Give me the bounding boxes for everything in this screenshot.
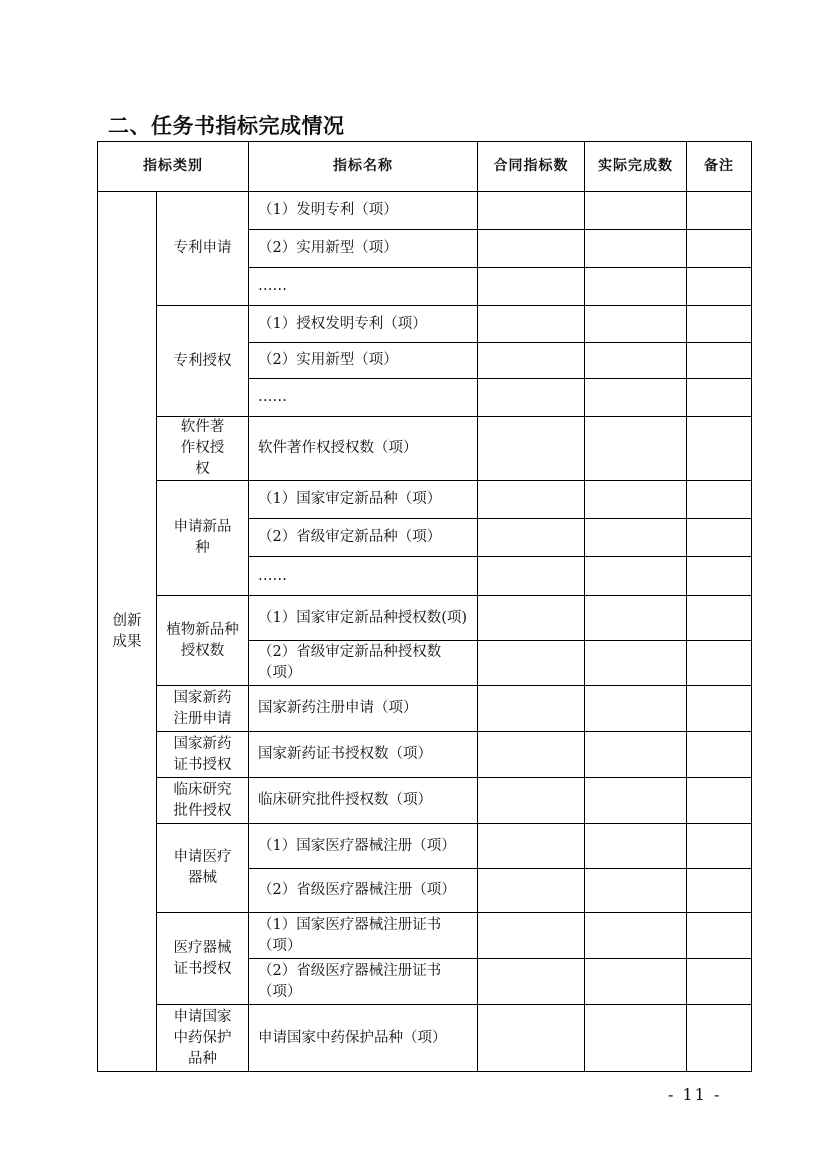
remarks-cell[interactable] bbox=[687, 557, 752, 596]
actual-count-cell[interactable] bbox=[585, 732, 687, 778]
indicator-name-cell: （1）授权发明专利（项） bbox=[249, 306, 478, 343]
subcategory-cell: 国家新药 证书授权 bbox=[157, 732, 249, 778]
contract-count-cell[interactable] bbox=[478, 192, 585, 230]
table-row bbox=[98, 686, 752, 732]
remarks-cell[interactable] bbox=[687, 596, 752, 641]
page-number: - 11 - bbox=[668, 1085, 722, 1104]
header-category: 指标类别 bbox=[98, 142, 249, 192]
table-row bbox=[98, 778, 752, 824]
subcategory-cell: 专利授权 bbox=[157, 306, 249, 417]
category-cell: 创新 成果 bbox=[98, 192, 157, 1072]
indicator-name-cell: （1）国家审定新品种（项） bbox=[249, 481, 478, 519]
contract-count-cell[interactable] bbox=[478, 379, 585, 417]
remarks-cell[interactable] bbox=[687, 379, 752, 417]
table-body bbox=[98, 192, 752, 1072]
contract-count-cell[interactable] bbox=[478, 268, 585, 306]
contract-count-cell[interactable] bbox=[478, 913, 585, 959]
table-row bbox=[98, 417, 752, 481]
actual-count-cell[interactable] bbox=[585, 481, 687, 519]
indicator-name-cell: （1）国家医疗器械注册证书（项） bbox=[249, 913, 478, 959]
indicator-name-cell: （1）国家审定新品种授权数(项) bbox=[249, 596, 478, 641]
remarks-cell[interactable] bbox=[687, 959, 752, 1005]
table-row bbox=[98, 596, 752, 641]
subcategory-cell: 临床研究 批件授权 bbox=[157, 778, 249, 824]
indicator-name-cell: 软件著作权授权数（项） bbox=[249, 417, 478, 481]
contract-count-cell[interactable] bbox=[478, 557, 585, 596]
contract-count-cell[interactable] bbox=[478, 686, 585, 732]
contract-count-cell[interactable] bbox=[478, 1005, 585, 1072]
contract-count-cell[interactable] bbox=[478, 732, 585, 778]
indicator-name-cell: （2）省级审定新品种（项） bbox=[249, 519, 478, 557]
indicator-name-cell: …… bbox=[249, 268, 478, 306]
indicator-name-cell: （2）省级医疗器械注册证书（项） bbox=[249, 959, 478, 1005]
actual-count-cell[interactable] bbox=[585, 596, 687, 641]
contract-count-cell[interactable] bbox=[478, 481, 585, 519]
remarks-cell[interactable] bbox=[687, 230, 752, 268]
remarks-cell[interactable] bbox=[687, 824, 752, 869]
section-title: 二、任务书指标完成情况 bbox=[108, 114, 345, 138]
actual-count-cell[interactable] bbox=[585, 1005, 687, 1072]
remarks-cell[interactable] bbox=[687, 343, 752, 379]
remarks-cell[interactable] bbox=[687, 1005, 752, 1072]
header-indicator-name: 指标名称 bbox=[249, 142, 478, 192]
remarks-cell[interactable] bbox=[687, 519, 752, 557]
table-row bbox=[98, 481, 752, 519]
actual-count-cell[interactable] bbox=[585, 519, 687, 557]
remarks-cell[interactable] bbox=[687, 641, 752, 686]
indicator-name-cell: （2）省级审定新品种授权数（项） bbox=[249, 641, 478, 686]
header-actual-count: 实际完成数 bbox=[585, 142, 687, 192]
remarks-cell[interactable] bbox=[687, 732, 752, 778]
subcategory-cell: 申请新品 种 bbox=[157, 481, 249, 596]
remarks-cell[interactable] bbox=[687, 481, 752, 519]
subcategory-cell: 国家新药 注册申请 bbox=[157, 686, 249, 732]
indicator-name-cell: …… bbox=[249, 557, 478, 596]
remarks-cell[interactable] bbox=[687, 869, 752, 913]
table-row bbox=[98, 732, 752, 778]
actual-count-cell[interactable] bbox=[585, 913, 687, 959]
indicator-name-cell: （1）国家医疗器械注册（项） bbox=[249, 824, 478, 869]
table-row bbox=[98, 913, 752, 959]
indicator-name-cell: 国家新药注册申请（项） bbox=[249, 686, 478, 732]
indicator-name-cell: （2）省级医疗器械注册（项） bbox=[249, 869, 478, 913]
actual-count-cell[interactable] bbox=[585, 268, 687, 306]
table-row bbox=[98, 1005, 752, 1072]
actual-count-cell[interactable] bbox=[585, 778, 687, 824]
subcategory-cell: 申请医疗 器械 bbox=[157, 824, 249, 913]
actual-count-cell[interactable] bbox=[585, 824, 687, 869]
remarks-cell[interactable] bbox=[687, 268, 752, 306]
actual-count-cell[interactable] bbox=[585, 379, 687, 417]
actual-count-cell[interactable] bbox=[585, 306, 687, 343]
contract-count-cell[interactable] bbox=[478, 343, 585, 379]
remarks-cell[interactable] bbox=[687, 913, 752, 959]
contract-count-cell[interactable] bbox=[478, 959, 585, 1005]
contract-count-cell[interactable] bbox=[478, 519, 585, 557]
subcategory-cell: 植物新品种 授权数 bbox=[157, 596, 249, 686]
contract-count-cell[interactable] bbox=[478, 869, 585, 913]
indicator-table bbox=[97, 141, 752, 1072]
actual-count-cell[interactable] bbox=[585, 417, 687, 481]
contract-count-cell[interactable] bbox=[478, 306, 585, 343]
actual-count-cell[interactable] bbox=[585, 557, 687, 596]
table-row bbox=[98, 192, 752, 230]
indicator-name-cell: 申请国家中药保护品种（项） bbox=[249, 1005, 478, 1072]
subcategory-cell: 专利申请 bbox=[157, 192, 249, 306]
contract-count-cell[interactable] bbox=[478, 417, 585, 481]
subcategory-cell: 申请国家 中药保护 品种 bbox=[157, 1005, 249, 1072]
remarks-cell[interactable] bbox=[687, 417, 752, 481]
remarks-cell[interactable] bbox=[687, 306, 752, 343]
subcategory-cell: 医疗器械 证书授权 bbox=[157, 913, 249, 1005]
remarks-cell[interactable] bbox=[687, 778, 752, 824]
header-contract-count: 合同指标数 bbox=[478, 142, 585, 192]
actual-count-cell[interactable] bbox=[585, 343, 687, 379]
contract-count-cell[interactable] bbox=[478, 230, 585, 268]
table-row bbox=[98, 824, 752, 869]
indicator-name-cell: 临床研究批件授权数（项） bbox=[249, 778, 478, 824]
table-header-row bbox=[98, 142, 752, 192]
actual-count-cell[interactable] bbox=[585, 192, 687, 230]
actual-count-cell[interactable] bbox=[585, 869, 687, 913]
contract-count-cell[interactable] bbox=[478, 778, 585, 824]
indicator-name-cell: （1）发明专利（项） bbox=[249, 192, 478, 230]
indicator-name-cell: （2）实用新型（项） bbox=[249, 343, 478, 379]
actual-count-cell[interactable] bbox=[585, 686, 687, 732]
indicator-name-cell: （2）实用新型（项） bbox=[249, 230, 478, 268]
contract-count-cell[interactable] bbox=[478, 596, 585, 641]
actual-count-cell[interactable] bbox=[585, 230, 687, 268]
header-remarks: 备注 bbox=[687, 142, 752, 192]
contract-count-cell[interactable] bbox=[478, 641, 585, 686]
indicator-name-cell: 国家新药证书授权数（项） bbox=[249, 732, 478, 778]
remarks-cell[interactable] bbox=[687, 686, 752, 732]
indicator-name-cell: …… bbox=[249, 379, 478, 417]
remarks-cell[interactable] bbox=[687, 192, 752, 230]
actual-count-cell[interactable] bbox=[585, 959, 687, 1005]
subcategory-cell: 软件著 作权授 权 bbox=[157, 417, 249, 481]
table-row bbox=[98, 306, 752, 343]
contract-count-cell[interactable] bbox=[478, 824, 585, 869]
actual-count-cell[interactable] bbox=[585, 641, 687, 686]
